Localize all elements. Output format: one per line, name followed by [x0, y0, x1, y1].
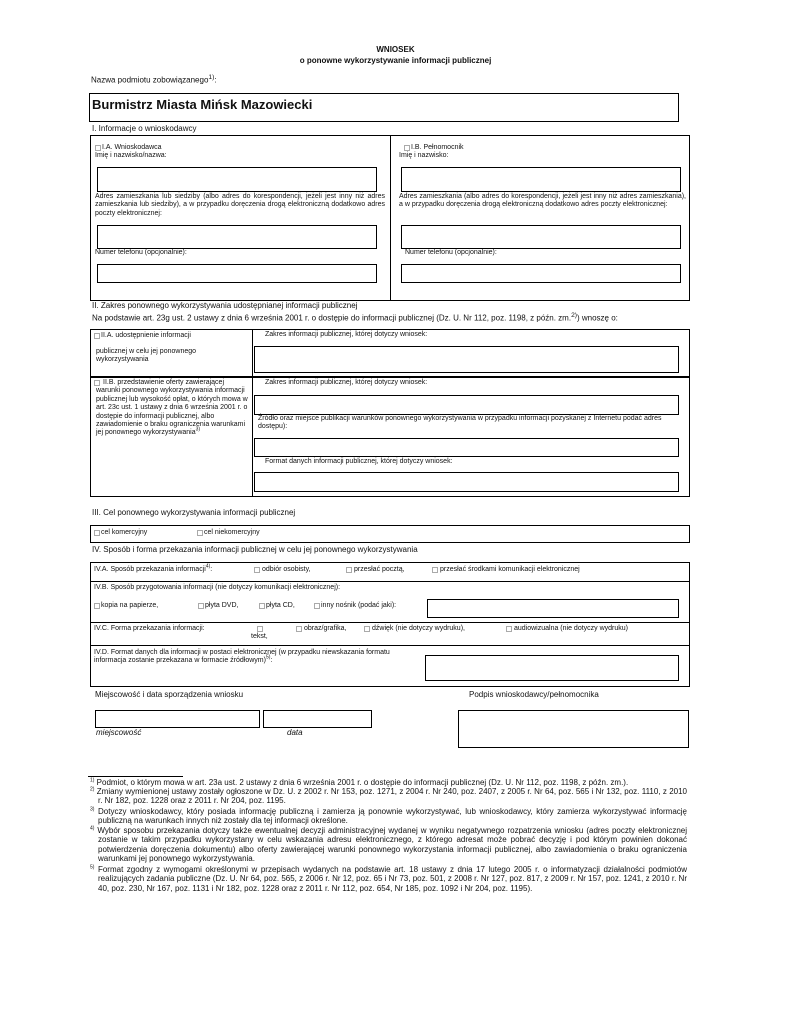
proxy-phone-field[interactable] [401, 264, 681, 283]
pickup-label: odbiór osobisty, [262, 566, 311, 573]
proxy-heading: I.B. Pełnomocnik [411, 144, 464, 151]
footnote-number: 1) [90, 777, 95, 784]
proxy-name-field[interactable] [401, 167, 681, 192]
paper-copy-checkbox[interactable] [94, 603, 100, 609]
entity-field[interactable] [89, 93, 679, 122]
footnote-text: Podmiot, o którym mowa w art. 23a ust. 2 ustawy z dnia 6 września 2001 r. o dostępie do informacji publicznej (Dz. U. Nr 112, poz. 1198, z późn. zm.). [94, 778, 629, 787]
electronic-checkbox[interactable] [432, 567, 438, 573]
footnote-item [90, 787, 687, 806]
applicant-name-field[interactable] [97, 167, 377, 192]
noncommercial-label: cel niekomercyjny [204, 529, 260, 536]
signature-label: Podpis wnioskodawcy/pełnomocnika [469, 690, 599, 699]
text-checkbox[interactable] [257, 626, 263, 632]
paper-copy-label: kopia na papierze, [101, 602, 159, 609]
audiovisual-checkbox[interactable] [506, 626, 512, 632]
footnote-item [90, 826, 687, 864]
scope-2b-field[interactable] [254, 395, 679, 415]
source-2b-label: Źródło oraz miejsce publikacji warunków ponownego wykorzystywania w przypadku informacji pozyskanej z Internetu podać adres dostępu): [258, 415, 662, 431]
footnote-separator [88, 776, 183, 777]
place-date-label: Miejscowość i data sporządzenia wniosku [95, 690, 244, 699]
section-2-title: II. Zakres ponownego wykorzystywania udostępnianej informacji publicznej [92, 301, 358, 310]
text-label: tekst, [251, 633, 268, 640]
footnote-text: Zmiany wymienionej ustawy zostały ogłoszone w Dz. U. z 2002 r. Nr 153, poz. 1271, z 2004 r. Nr 240, poz. 2407, z 2005 r. Nr 64, poz. 565 i Nr 132, poz. 1110, z 2010 r. Nr 182, poz. 1228 oraz z 2011 r. Nr 204, poz. 1195. [94, 787, 687, 806]
footnote-text: Wybór sposobu przekazania dotyczy także ewentualnej decyzji administracyjnej wydanej w wyniku negatywnego rozpatrzenia wniosku (adres poczty elektronicznej zostanie w takim przypadku wykorzystany w celu wskazania adresu elektronicznego, z którego adresat może pobrać decyzję i pod którym powinien dokonać potwierdzenia doręczenia dokumentu) albo oferty zawierającej warunki ponownego wykorzystania informacji publicznej, albo zawiadomienia o braku ograniczenia warunkami jej ponownego wykorzystywania. [94, 826, 687, 864]
scope-2b-label: Zakres informacji publicznej, której dotyczy wniosek: [265, 379, 428, 386]
commercial-checkbox[interactable] [94, 530, 100, 536]
post-label: przesłać pocztą, [354, 566, 405, 573]
proxy-phone-label: Numer telefonu (opcjonalnie): [405, 249, 497, 256]
data-format-label: IV.D. Format danych dla informacji w postaci elektronicznej (w przypadku niewskazania formatu informacja zostanie przekazana w formacie źródłowym)$^{5)}$: [94, 649, 390, 665]
section-3-title: III. Cel ponownego wykorzystywania informacji publicznej [92, 508, 296, 517]
footnote-number: 5) [90, 864, 95, 871]
entity-label: Nazwa podmiotu zobowiązanego$^{1)}$: [91, 74, 217, 85]
section-1-divider [390, 135, 391, 301]
section-4c-bottom [90, 645, 690, 646]
applicant-phone-field[interactable] [97, 264, 377, 283]
image-label: obraz/grafika, [304, 625, 347, 632]
form-title: WNIOSEK [376, 45, 415, 54]
data-format-field[interactable] [425, 655, 679, 681]
section-4a-bottom [90, 581, 690, 582]
section-2-basis: Na podstawie art. 23g ust. 2 ustawy z dnia 6 września 2001 r. o dostępie do informacji publicznej (Dz. U. Nr 112, poz. 1198, z późn. zm.$^{2)}$) wnoszę o: [92, 312, 618, 323]
place-field[interactable] [95, 710, 260, 728]
place-caption: miejscowość [96, 728, 142, 737]
section-1-title: I. Informacje o wnioskodawcy [92, 124, 197, 133]
option-2a-label: II.A. udostępnienie informacji [101, 332, 191, 339]
applicant-phone-label: Numer telefonu (opcjonalnie): [95, 249, 187, 256]
section-2b-divider [252, 377, 253, 497]
option-2a-label-cont: publicznej w celu jej ponownego wykorzystywania [96, 348, 197, 364]
source-2b-field[interactable] [254, 438, 679, 457]
footnote-text: Dotyczy wnioskodawcy, który posiada informację publiczną i zamierza ją ponownie wykorzystywać, lub wnioskodawcy, który zamierza wykorzystywać informację publiczną na warunkach innych niż zostały dla tej informacji określone. [94, 807, 687, 826]
form-label: IV.C. Forma przekazania informacji: [94, 625, 205, 632]
proxy-address-field[interactable] [401, 225, 681, 249]
transfer-method-label: IV.A. Sposób przekazania informacji$^{4)}$: [94, 563, 213, 573]
section-2a-divider [252, 329, 253, 377]
pickup-checkbox[interactable] [254, 567, 260, 573]
footnote-number: 2) [90, 786, 95, 793]
date-field[interactable] [263, 710, 372, 728]
proxy-name-label: Imię i nazwisko: [399, 152, 449, 159]
entity-value: Burmistrz Miasta Mińsk Mazowiecki [92, 97, 313, 112]
electronic-label: przesłać środkami komunikacji elektronicznej [440, 566, 580, 573]
post-checkbox[interactable] [346, 567, 352, 573]
other-medium-label: inny nośnik (podać jaki): [321, 602, 397, 609]
section-3-frame [90, 525, 690, 543]
option-2b-label: II.B. przedstawienie oferty zawierającej warunki ponownego wykorzystywania informacji publicznej lub wysokość opłat, o których mowa w art. 23c ust. 1 ustawy z dnia 6 września 2001 r. o dostępie do informacji publicznej, albo zawiadomienie o braku ograniczenia warunkami jej ponownego wykorzystywania$^{3)}$ [96, 379, 248, 437]
footnote-item [90, 807, 687, 826]
dvd-checkbox[interactable] [198, 603, 204, 609]
preparation-method-label: IV.B. Sposób przygotowania informacji (nie dotyczy komunikacji elektronicznej): [94, 584, 341, 591]
footnote-item [90, 865, 687, 893]
signature-field[interactable] [458, 710, 689, 748]
section-4-title: IV. Sposób i forma przekazania informacji publicznej w celu jej ponownego wykorzystywania [92, 545, 418, 554]
audiovisual-label: audiowizualna (nie dotyczy wydruku) [514, 625, 628, 632]
footnote-item [90, 778, 687, 787]
sound-label: dźwięk (nie dotyczy wydruku), [372, 625, 465, 632]
applicant-heading: I.A. Wnioskodawca [102, 144, 162, 151]
footnote-number: 3) [90, 806, 95, 813]
format-2b-label: Format danych informacji publicznej, której dotyczy wniosek: [265, 458, 453, 465]
proxy-checkbox[interactable] [404, 145, 410, 151]
image-checkbox[interactable] [296, 626, 302, 632]
option-2a-checkbox[interactable] [94, 333, 100, 339]
format-2b-field[interactable] [254, 472, 679, 492]
form-subtitle: o ponowne wykorzystywanie informacji publicznej [299, 56, 492, 65]
noncommercial-checkbox[interactable] [197, 530, 203, 536]
date-caption: data [287, 728, 303, 737]
applicant-checkbox[interactable] [95, 145, 101, 151]
applicant-name-label: Imię i nazwisko/nazwa: [95, 152, 167, 159]
sound-checkbox[interactable] [364, 626, 370, 632]
other-medium-checkbox[interactable] [314, 603, 320, 609]
applicant-address-label: Adres zamieszkania lub siedziby (albo adres do korespondencji, jeżeli jest inny niż adres zamieszkania lub siedziby), a w przypadku doręczenia drogą elektroniczną dodatkowo adres poczty elektronicznej: [95, 193, 385, 217]
cd-checkbox[interactable] [259, 603, 265, 609]
footnote-text: Format zgodny z wymogami określonymi w przepisach wydanych na podstawie art. 18 ustawy z dnia 17 lutego 2005 r. o informatyzacji działalności podmiotów realizujących zadania publiczne (Dz. U. Nr 64, poz. 565, z 2006 r. Nr 12, poz. 65 i Nr 73, poz. 501, z 2008 r. Nr 127, poz. 817, z 2009 r. Nr 157, poz. 1241, z 2010 r. Nr 40, poz. 230, Nr 167, poz. 1131 i Nr 182, poz. 1228 oraz z 2011 r. Nr 112, poz. 654, Nr 185, poz. 1092 i Nr 204, poz. 1195). [94, 865, 687, 893]
proxy-address-label: Adres zamieszkania (albo adres do korespondencji, jeżeli jest inny niż adres zamieszkania), a w przypadku doręczenia drogą elektroniczną dodatkowo adres poczty elektronicznej: [399, 193, 686, 209]
scope-2a-label: Zakres informacji publicznej, której dotyczy wniosek: [265, 331, 428, 338]
section-4b-bottom [90, 622, 690, 623]
dvd-label: płyta DVD, [205, 602, 239, 609]
cd-label: płyta CD, [266, 602, 295, 609]
applicant-address-field[interactable] [97, 225, 377, 249]
scope-2a-field[interactable] [254, 346, 679, 373]
footnote-number: 4) [90, 825, 95, 832]
commercial-label: cel komercyjny [101, 529, 148, 536]
other-medium-field[interactable] [427, 599, 679, 618]
